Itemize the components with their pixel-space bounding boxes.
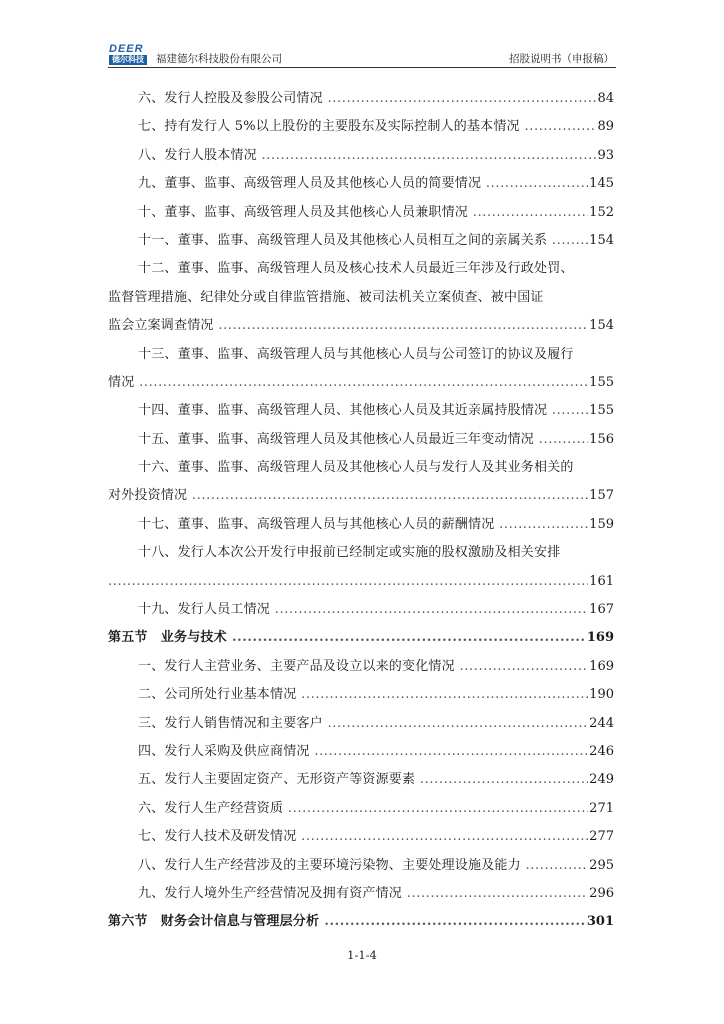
toc-entry-text: 八、发行人股本情况 ..... [138,142,614,170]
toc-entry-text: 十八、发行人本次公开发行申报前已经制定或实施的股权激励及相关安排 [138,545,561,561]
toc-entry-text: 第六节 财务会计信息与管理层分析 ..... [108,908,614,936]
toc-entry-text [108,568,614,596]
toc-entry-text: 十六、董事、监事、高级管理人员及其他核心人员与发行人及其业务相关的 [138,460,574,476]
toc-entry-text: 一、发行人主营业务、主要产品及设立以来的变化情况 ..... [138,653,614,681]
toc-entry-page: 161 [588,568,614,596]
toc-entry-page: 155 [588,369,614,397]
toc-entry[interactable] [108,710,614,738]
document-type: 招股说明书（申报稿） [509,53,614,65]
toc-entry-text: 四、发行人采购及供应商情况 ..... [138,738,614,766]
toc-entry-text: 二、公司所处行业基本情况 ..... [138,681,614,709]
toc-entry-text: 十五、董事、监事、高级管理人员及其他核心人员最近三年变动情况 ..... [138,426,614,454]
toc-entry[interactable] [108,596,614,624]
toc-entry-line[interactable] [108,454,614,482]
toc-entry-text: 第五节 业务与技术 ..... [108,624,614,652]
toc-entry-text: 情况 ..... [108,369,614,397]
toc-entry[interactable] [108,113,614,141]
toc-entry-page: 295 [588,852,614,880]
toc-entry[interactable] [108,852,614,880]
toc-entry-text: 十三、董事、监事、高级管理人员与其他核心人员与公司签订的协议及履行 [138,346,574,362]
toc-entry-page: 244 [588,710,614,738]
toc-entry[interactable] [108,681,614,709]
toc-entry-text: 五、发行人主要固定资产、无形资产等资源要素 ..... [138,766,614,794]
toc-entry-page: 145 [588,170,614,198]
toc-entry-page: 89 [596,113,614,141]
company-name: 福建德尔科技股份有限公司 [156,53,282,65]
page-header [108,44,616,68]
toc-entry-page: 190 [588,681,614,709]
page-number: 1-1-4 [347,948,377,962]
logo-chinese-name: 德尔科技 [109,55,147,65]
toc-entry[interactable] [108,142,614,170]
toc-entry-text: 八、发行人生产经营涉及的主要环境污染物、主要处理设施及能力 ..... [138,852,614,880]
toc-entry-page: 156 [588,426,614,454]
toc-entry-page: 157 [588,482,614,510]
toc-entry-text: 监会立案调查情况 ..... [108,312,614,340]
toc-entry[interactable] [108,766,614,794]
toc-entry-text: 三、发行人销售情况和主要客户 ..... [138,710,614,738]
toc-entry-page: 301 [586,908,614,936]
header-divider [108,67,616,68]
toc-entry[interactable] [108,426,614,454]
toc-entry[interactable] [108,511,614,539]
toc-entry-line[interactable] [108,341,614,369]
toc-entry-page: 271 [588,795,614,823]
toc-entry-text: 十九、发行人员工情况 ..... [138,596,614,624]
toc-entry-text: 十一、董事、监事、高级管理人员及其他核心人员相互之间的亲属关系 ..... [138,227,614,255]
toc-entry-text: 对外投资情况 ..... [108,482,614,510]
toc-entry-page: 84 [596,85,614,113]
toc-entry-page: 155 [588,397,614,425]
toc-entry-page: 169 [586,624,614,652]
toc-entry[interactable] [108,568,614,596]
toc-entry[interactable] [108,397,614,425]
toc-entry-line[interactable] [108,539,614,567]
toc-entry-text: 六、发行人生产经营资质 ..... [138,795,614,823]
toc-entry-page: 154 [588,312,614,340]
toc-entry[interactable] [108,369,614,397]
company-logo [108,44,150,66]
toc-entry-page: 167 [588,596,614,624]
toc-entry-page: 159 [588,511,614,539]
toc-entry[interactable] [108,227,614,255]
toc-entry-line[interactable] [108,284,614,312]
toc-entry-page: 249 [588,766,614,794]
toc-entry[interactable] [108,85,614,113]
toc-entry[interactable] [108,312,614,340]
toc-entry-page: 277 [588,823,614,851]
toc-section-heading[interactable] [108,908,614,936]
toc-entry[interactable] [108,880,614,908]
table-of-contents [108,85,614,937]
toc-entry[interactable] [108,199,614,227]
toc-entry[interactable] [108,795,614,823]
toc-entry[interactable] [108,170,614,198]
toc-entry-text: 十二、董事、监事、高级管理人员及核心技术人员最近三年涉及行政处罚、 [138,261,574,277]
toc-entry[interactable] [108,482,614,510]
toc-entry[interactable] [108,823,614,851]
toc-entry-text: 九、董事、监事、高级管理人员及其他核心人员的简要情况 ..... [138,170,614,198]
toc-entry-page: 154 [588,227,614,255]
toc-entry-text: 九、发行人境外生产经营情况及拥有资产情况 ..... [138,880,614,908]
toc-entry-text: 监督管理措施、纪律处分或自律监管措施、被司法机关立案侦查、被中国证 [108,289,544,305]
toc-entry-page: 169 [588,653,614,681]
toc-entry-line[interactable] [108,255,614,283]
toc-entry[interactable] [108,738,614,766]
logo-wordmark: DEER [109,43,144,55]
toc-section-heading[interactable] [108,624,614,652]
toc-entry-text: 七、持有发行人 5%以上股份的主要股东及实际控制人的基本情况 ..... [138,113,614,141]
toc-entry-text: 十四、董事、监事、高级管理人员、其他核心人员及其近亲属持股情况 ..... [138,397,614,425]
toc-entry-text: 七、发行人技术及研发情况 ..... [138,823,614,851]
toc-entry-page: 93 [596,142,614,170]
toc-entry-text: 十、董事、监事、高级管理人员及其他核心人员兼职情况 ..... [138,199,614,227]
toc-entry-text: 六、发行人控股及参股公司情况 ..... [138,85,614,113]
toc-entry-text: 十七、董事、监事、高级管理人员与其他核心人员的薪酬情况 ..... [138,511,614,539]
toc-entry-page: 152 [588,199,614,227]
toc-entry-page: 246 [588,738,614,766]
toc-entry-page: 296 [588,880,614,908]
toc-entry[interactable] [108,653,614,681]
